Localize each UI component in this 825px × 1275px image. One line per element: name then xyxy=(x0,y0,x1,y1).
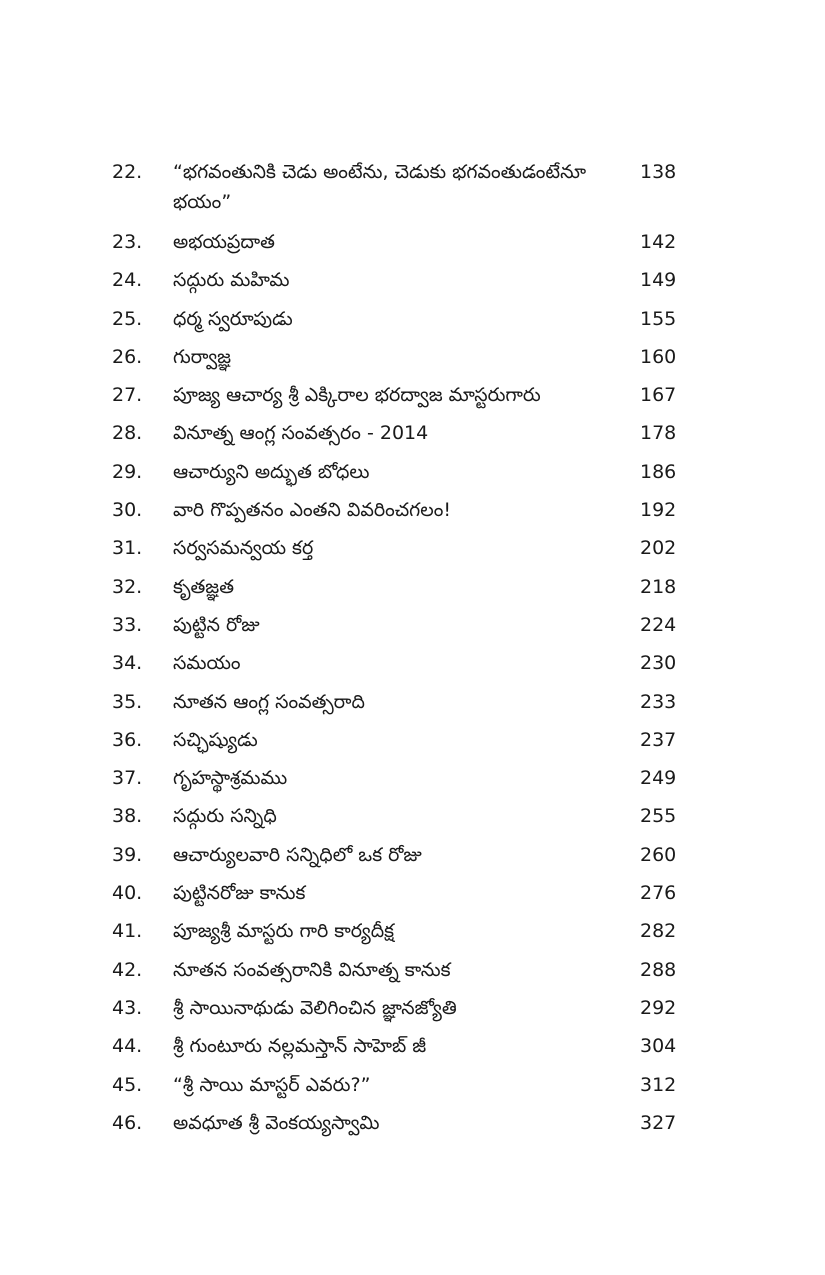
toc-entry-number: 25. xyxy=(112,307,143,330)
toc-entry-number: 37. xyxy=(112,767,143,790)
table-of-contents xyxy=(112,157,712,1146)
toc-entry-page-number: 233 xyxy=(640,690,677,713)
toc-entry xyxy=(112,763,712,801)
toc-entry-title: పుట్టిన రోజు xyxy=(173,613,260,636)
toc-entry-page-number: 202 xyxy=(640,537,677,560)
toc-entry-page-number: 186 xyxy=(640,460,677,483)
toc-entry xyxy=(112,878,712,916)
toc-entry-number: 44. xyxy=(112,1035,143,1058)
toc-entry-title: నూతన సంవత్సరానికి వినూత్న కానుక xyxy=(173,958,451,981)
toc-entry-title: వినూత్న ఆంగ్ల సంవత్సరం - 2014 xyxy=(173,422,429,445)
toc-entry-page-number: 288 xyxy=(640,958,677,981)
toc-entry-page-number: 149 xyxy=(640,269,677,292)
toc-entry-number: 43. xyxy=(112,996,143,1019)
toc-entry-number: 39. xyxy=(112,843,143,866)
toc-entry-title: కృతజ్ఞత xyxy=(173,575,234,598)
toc-entry-number: 26. xyxy=(112,345,143,368)
toc-entry xyxy=(112,1070,712,1108)
toc-entry xyxy=(112,955,712,993)
toc-entry xyxy=(112,157,712,227)
toc-entry-page-number: 178 xyxy=(640,422,677,445)
toc-entry-title: సద్గురు మహిమ xyxy=(173,269,290,292)
toc-entry-title: నూతన ఆంగ్ల సంవత్సరాది xyxy=(173,690,365,713)
toc-entry-page-number: 255 xyxy=(640,805,677,828)
toc-entry xyxy=(112,495,712,533)
toc-entry xyxy=(112,687,712,725)
toc-entry-number: 34. xyxy=(112,652,143,675)
toc-entry xyxy=(112,304,712,342)
toc-entry xyxy=(112,725,712,763)
toc-entry xyxy=(112,227,712,265)
toc-entry xyxy=(112,610,712,648)
toc-entry-page-number: 167 xyxy=(640,384,677,407)
toc-entry-number: 35. xyxy=(112,690,143,713)
toc-entry-page-number: 249 xyxy=(640,767,677,790)
toc-entry-title: సర్వసమన్వయ కర్త xyxy=(173,537,314,560)
toc-entry-page-number: 192 xyxy=(640,499,677,522)
toc-entry-title: శ్రీ సాయినాథుడు వెలిగించిన జ్ఞానజ్యోతి xyxy=(173,996,457,1019)
toc-entry-title: పూజ్య ఆచార్య శ్రీ ఎక్కిరాల భరద్వాజ మాస్టరుగారు xyxy=(173,384,541,407)
toc-entry-number: 29. xyxy=(112,460,143,483)
toc-entry xyxy=(112,993,712,1031)
toc-entry-title: పూజ్యశ్రీ మాస్టరు గారి కార్యదీక్ష xyxy=(173,920,395,943)
toc-entry-number: 33. xyxy=(112,613,143,636)
toc-entry-page-number: 312 xyxy=(640,1073,677,1096)
toc-entry-page-number: 218 xyxy=(640,575,677,598)
toc-entry-number: 31. xyxy=(112,537,143,560)
toc-entry-number: 40. xyxy=(112,882,143,905)
toc-entry-title: ఆచార్యులవారి సన్నిధిలో ఒక రోజు xyxy=(173,843,422,866)
toc-entry-number: 32. xyxy=(112,575,143,598)
toc-entry-title: అభయప్రదాత xyxy=(173,231,275,253)
toc-entry-title: పుట్టినరోజు కానుక xyxy=(173,882,306,905)
toc-entry-page-number: 237 xyxy=(640,728,677,751)
toc-entry-title: ఆచార్యుని అద్భుత బోధలు xyxy=(173,460,370,483)
toc-entry-page-number: 260 xyxy=(640,843,677,866)
toc-entry-number: 46. xyxy=(112,1111,143,1134)
toc-entry-page-number: 292 xyxy=(640,996,677,1019)
toc-entry-page-number: 282 xyxy=(640,920,677,943)
toc-entry xyxy=(112,380,712,418)
toc-entry xyxy=(112,840,712,878)
toc-entry-title: అవధూత శ్రీ వెంకయ్యస్వామి xyxy=(173,1111,380,1134)
toc-entry-page-number: 224 xyxy=(640,613,677,636)
toc-entry-page-number: 327 xyxy=(640,1111,677,1134)
toc-entry xyxy=(112,457,712,495)
toc-entry xyxy=(112,648,712,686)
toc-entry-page-number: 230 xyxy=(640,652,677,675)
toc-entry-number: 36. xyxy=(112,728,143,751)
toc-entry xyxy=(112,342,712,380)
toc-entry-number: 24. xyxy=(112,269,143,292)
toc-entry xyxy=(112,572,712,610)
toc-entry-number: 45. xyxy=(112,1073,143,1096)
toc-entry-title: వారి గొప్పతనం ఎంతని వివరించగలం! xyxy=(173,499,451,522)
toc-entry-title: సద్గురు సన్నిధి xyxy=(173,805,277,828)
toc-entry-page-number: 160 xyxy=(640,345,677,368)
toc-entry xyxy=(112,1031,712,1069)
toc-entry-number: 42. xyxy=(112,958,143,981)
toc-entry xyxy=(112,916,712,954)
toc-entry-page-number: 276 xyxy=(640,882,677,905)
toc-entry-title: ధర్మ స్వరూపుడు xyxy=(173,307,293,330)
toc-entry-page-number: 304 xyxy=(640,1035,677,1058)
toc-entry-page-number: 142 xyxy=(640,231,677,253)
toc-entry-title: గుర్వాజ్ఞ xyxy=(173,345,232,368)
toc-entry-page-number: 138 xyxy=(640,161,677,183)
toc-entry xyxy=(112,265,712,303)
toc-entry-title: “శ్రీ సాయి మాస్టర్ ఎవరు?” xyxy=(173,1073,371,1096)
toc-entry-number: 23. xyxy=(112,231,143,253)
toc-entry-number: 22. xyxy=(112,161,143,183)
toc-entry xyxy=(112,1108,712,1146)
toc-entry-number: 30. xyxy=(112,499,143,522)
toc-entry-title: సమయం xyxy=(173,652,241,675)
toc-entry xyxy=(112,533,712,571)
toc-entry-title: “భగవంతునికి చెడు అంటేను, చెడుకు భగవంతుడంటేనూ భయం” xyxy=(173,161,587,213)
toc-entry-number: 27. xyxy=(112,384,143,407)
toc-entry-title: శ్రీ గుంటూరు నల్లమస్తాన్ సాహెబ్ జీ xyxy=(173,1035,427,1058)
toc-entry-number: 38. xyxy=(112,805,143,828)
toc-entry-number: 41. xyxy=(112,920,143,943)
toc-entry xyxy=(112,801,712,839)
toc-entry-page-number: 155 xyxy=(640,307,677,330)
toc-entry xyxy=(112,418,712,456)
toc-entry-title: సచ్ఛిష్యుడు xyxy=(173,728,258,751)
toc-entry-number: 28. xyxy=(112,422,143,445)
toc-entry-title: గృహస్థాశ్రమము xyxy=(173,767,288,790)
